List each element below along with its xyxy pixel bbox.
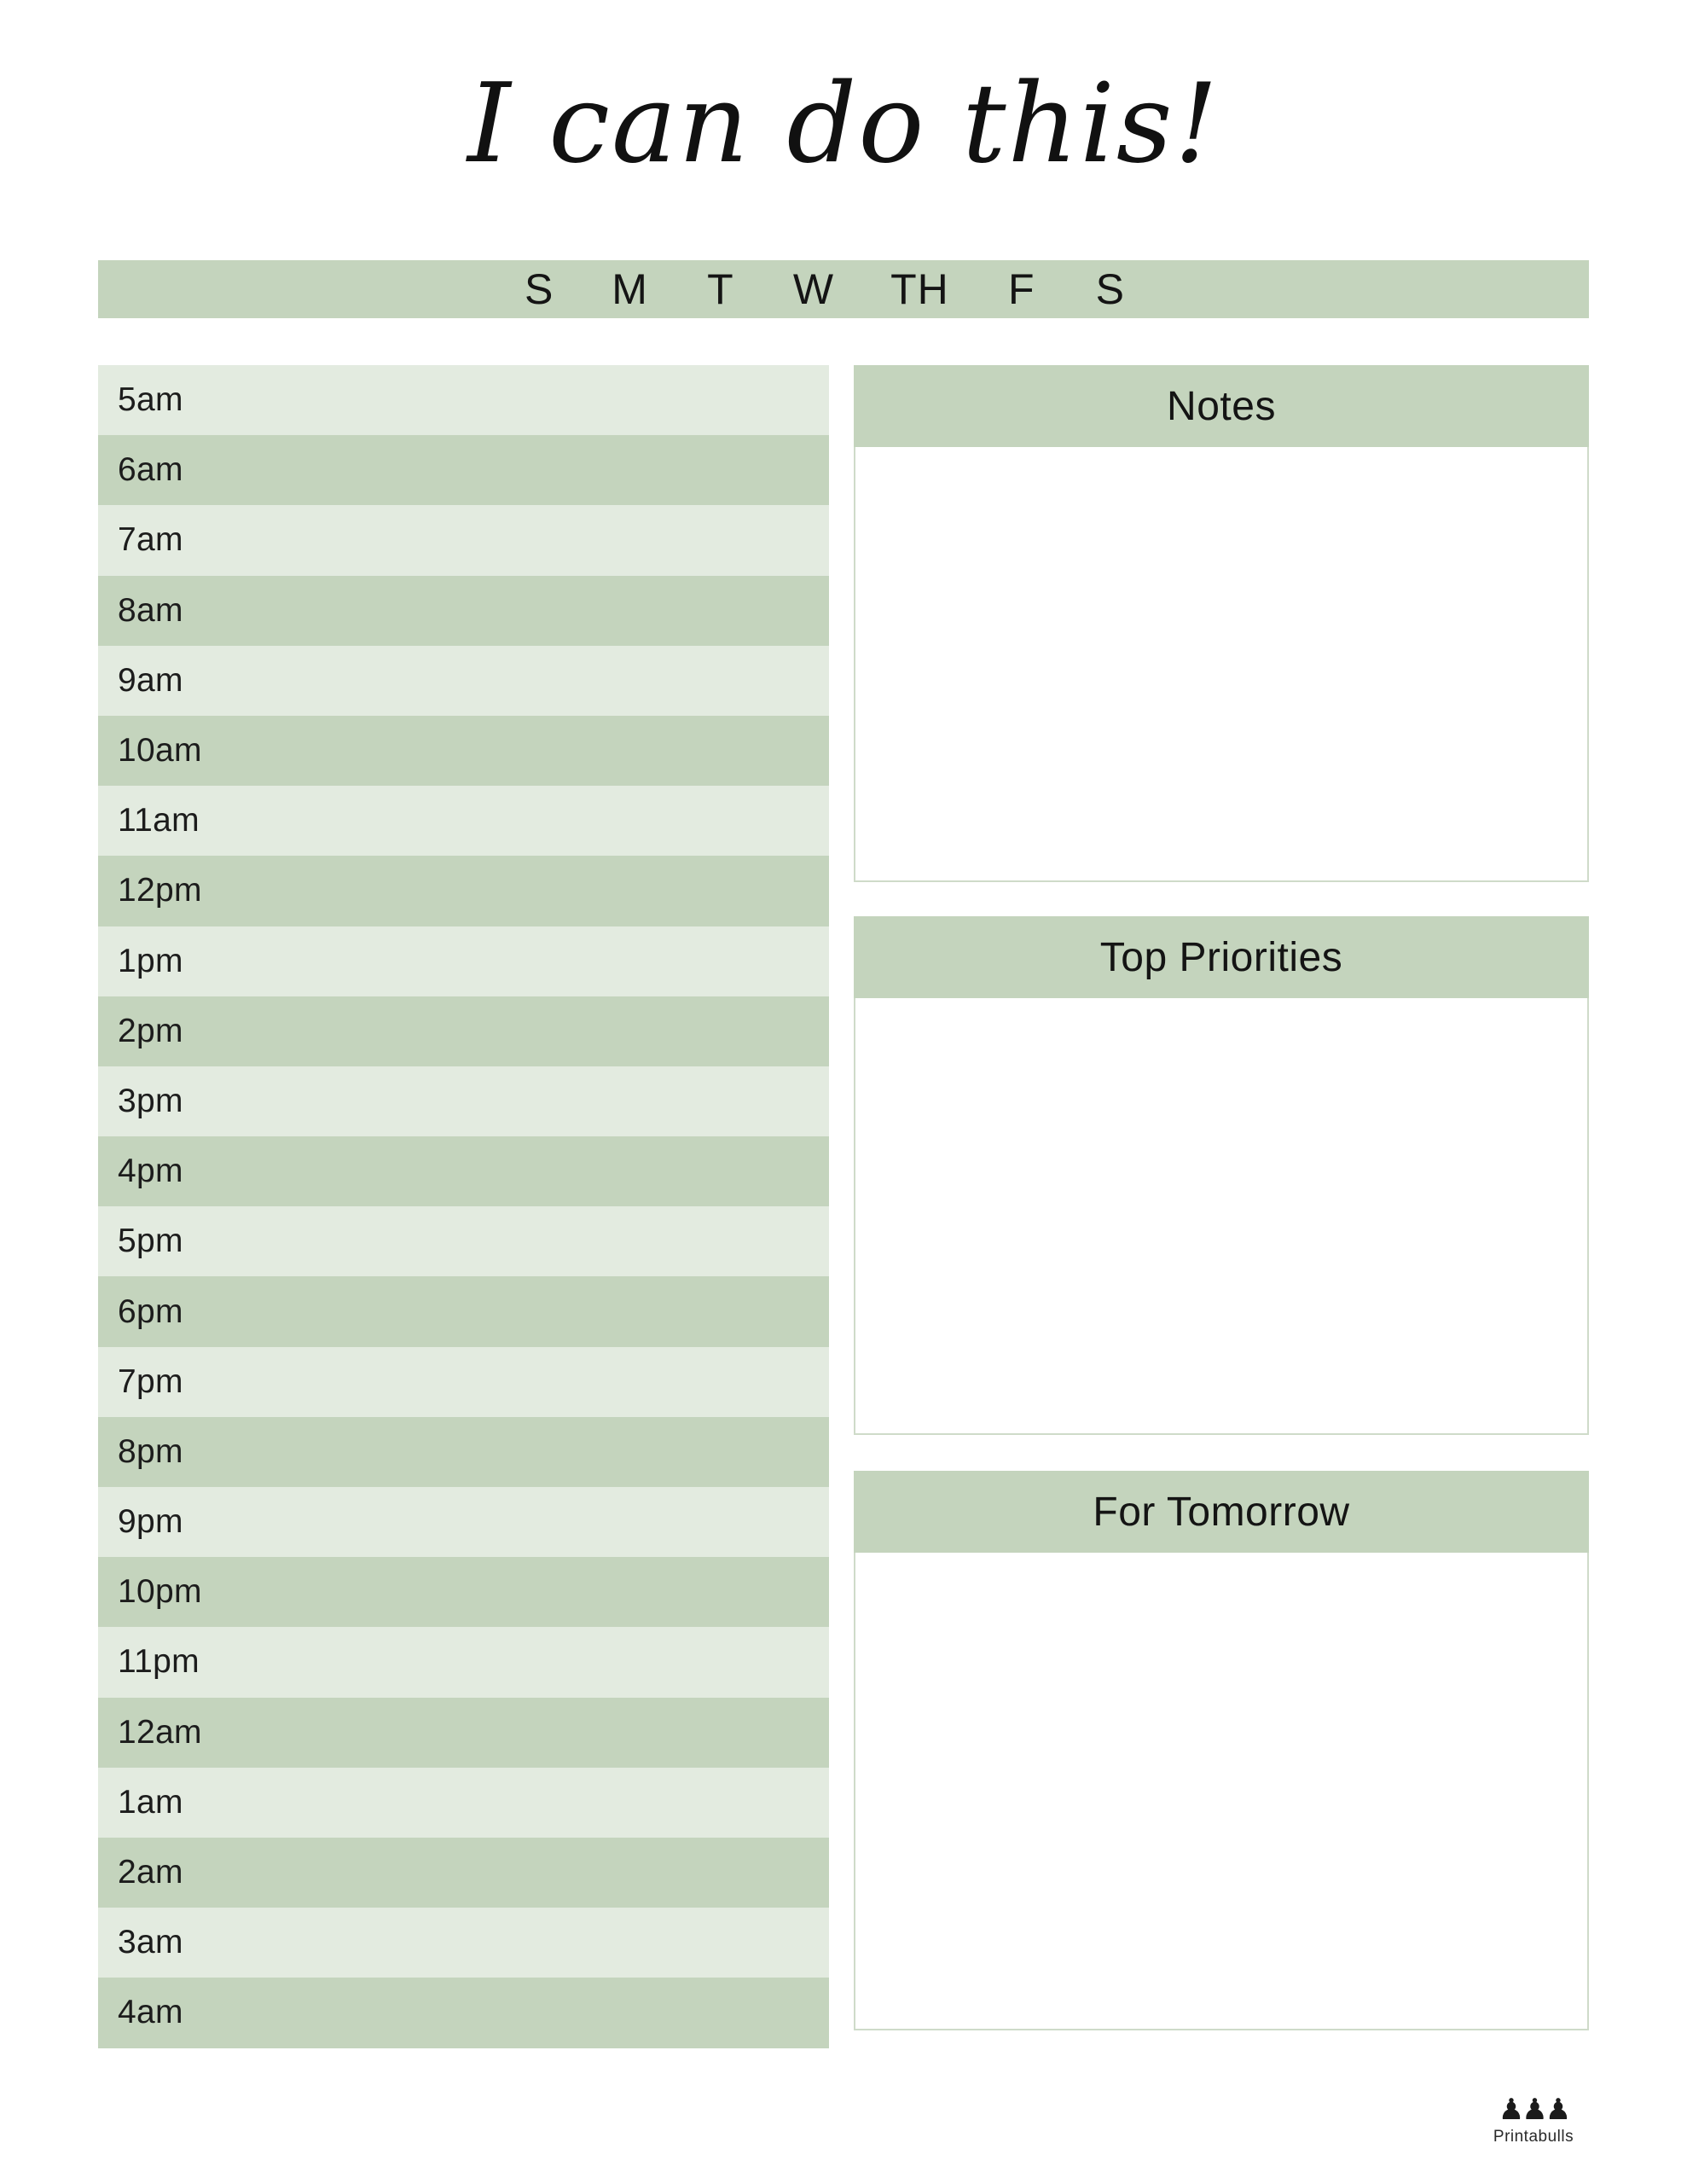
notes-panel-header [854, 365, 1589, 447]
hour-row[interactable] [98, 1627, 829, 1697]
hour-row[interactable] [98, 1417, 829, 1487]
hour-label: 11pm [118, 1643, 200, 1681]
day-selector-list [523, 264, 1127, 314]
hour-row[interactable] [98, 856, 829, 926]
hour-row[interactable] [98, 1347, 829, 1417]
hour-row[interactable] [98, 1276, 829, 1346]
hour-label: 6pm [118, 1292, 183, 1330]
day-cell-sunday[interactable]: S [525, 265, 554, 313]
hour-label: 3am [118, 1924, 183, 1961]
day-cell-saturday[interactable]: S [1095, 265, 1125, 313]
hour-row[interactable] [98, 1066, 829, 1136]
hour-row[interactable] [98, 1698, 829, 1768]
for-tomorrow-panel-header [854, 1471, 1589, 1553]
hour-label: 2am [118, 1854, 183, 1891]
top-priorities-panel-title: Top Priorities [1099, 934, 1343, 980]
notes-panel [854, 365, 1589, 882]
hour-row[interactable] [98, 505, 829, 575]
hour-label: 12am [118, 1713, 202, 1751]
hour-label: 10pm [118, 1573, 202, 1611]
hour-label: 12pm [118, 872, 202, 909]
hour-label: 5am [118, 381, 183, 419]
panel-spacer [854, 1435, 1589, 1471]
brand-logo [1474, 2095, 1593, 2146]
hour-label: 10am [118, 732, 202, 770]
top-priorities-panel-header [854, 916, 1589, 998]
hour-row[interactable] [98, 786, 829, 856]
planner-content [0, 365, 1687, 2080]
hour-label: 7pm [118, 1362, 183, 1400]
notes-panel-title: Notes [1167, 383, 1276, 429]
top-priorities-panel-body[interactable] [854, 998, 1589, 1435]
day-cell-wednesday[interactable]: W [792, 265, 835, 313]
hour-label: 4pm [118, 1153, 183, 1190]
hour-row[interactable] [98, 1908, 829, 1978]
hourly-schedule [98, 365, 829, 2048]
hour-row[interactable] [98, 435, 829, 505]
bulls-icon: ♟♟♟ [1498, 2093, 1569, 2127]
hour-label: 9am [118, 661, 183, 699]
hour-row[interactable] [98, 1487, 829, 1557]
top-priorities-panel [854, 916, 1589, 1435]
side-panels [854, 365, 1589, 2030]
panel-spacer [854, 882, 1589, 916]
hour-label: 2pm [118, 1012, 183, 1049]
hour-label: 4am [118, 1994, 183, 2031]
hour-row[interactable] [98, 365, 829, 435]
for-tomorrow-panel-title: For Tomorrow [1093, 1489, 1350, 1535]
hour-label: 11am [118, 802, 200, 839]
hour-label: 3pm [118, 1082, 183, 1119]
hour-row[interactable] [98, 576, 829, 646]
for-tomorrow-panel [854, 1471, 1589, 2030]
hour-label: 1am [118, 1783, 183, 1821]
hour-label: 9pm [118, 1503, 183, 1541]
day-cell-thursday[interactable]: TH [890, 265, 949, 313]
hour-row[interactable] [98, 1978, 829, 2048]
hour-row[interactable] [98, 1136, 829, 1206]
hour-row[interactable] [98, 996, 829, 1066]
day-selector [98, 260, 1589, 318]
hour-label: 6am [118, 451, 183, 489]
brand-name: Printabulls [1493, 2128, 1574, 2146]
day-cell-friday[interactable]: F [1007, 265, 1035, 313]
hour-row[interactable] [98, 1838, 829, 1908]
day-cell-monday[interactable]: M [612, 265, 648, 313]
hour-row[interactable] [98, 716, 829, 786]
page-title: I can do this! [467, 61, 1220, 188]
hour-row[interactable] [98, 1557, 829, 1627]
hour-label: 8am [118, 591, 183, 629]
hour-row[interactable] [98, 1206, 829, 1276]
hour-row[interactable] [98, 646, 829, 716]
hour-row[interactable] [98, 1768, 829, 1838]
hour-label: 7am [118, 521, 183, 559]
notes-panel-body[interactable] [854, 447, 1589, 882]
hour-label: 5pm [118, 1223, 183, 1260]
hour-row[interactable] [98, 926, 829, 996]
day-cell-tuesday[interactable]: T [707, 265, 734, 313]
hour-label: 1pm [118, 942, 183, 979]
for-tomorrow-panel-body[interactable] [854, 1553, 1589, 2030]
hour-label: 8pm [118, 1432, 183, 1470]
